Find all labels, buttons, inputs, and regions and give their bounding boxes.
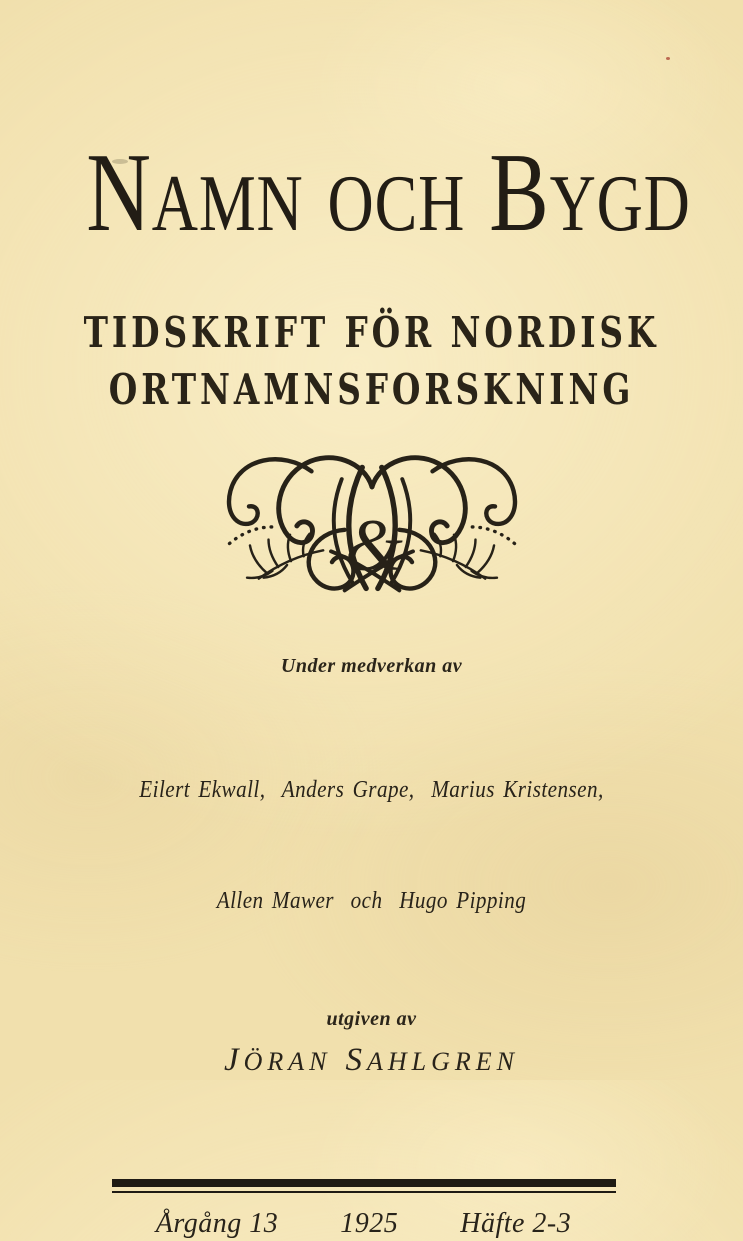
contributors-intro: Under medverkan av [280, 655, 463, 677]
nb-monogram-flourish-icon [196, 442, 548, 606]
publisher-intro: utgiven av [326, 1008, 417, 1030]
imprint-volume: Årgång 13 [155, 1208, 279, 1239]
title-word: OCH [327, 160, 466, 248]
ampersand-glyph: & [344, 504, 403, 587]
title-smallcaps: AMN [151, 160, 304, 248]
editor-first-rest: ÖRAN [243, 1047, 332, 1076]
imprint-issue: Häfte 2-3 [460, 1208, 572, 1239]
contributors-line-2: Allen Mawer och Hugo Pipping [216, 888, 527, 914]
title-word [489, 131, 691, 255]
subtitle-line-2: ORTNAMNSFORSKNING [108, 365, 635, 414]
editor-last-rest: AHLGREN [367, 1047, 520, 1076]
paper-speck [666, 57, 670, 60]
dotted-arc-right [471, 527, 514, 544]
title-word [86, 131, 304, 255]
journal-title [74, 0, 691, 282]
editor-first-initial: J [223, 1042, 244, 1078]
imprint-row [0, 1207, 735, 1241]
editor-name [0, 1040, 743, 1086]
imprint-year: 1925 [340, 1208, 399, 1239]
contributors-line-1: Eilert Ekwall, Anders Grape, Marius Kristensen, [139, 777, 604, 803]
title-smallcaps: YGD [549, 160, 691, 248]
divider-rules [112, 1179, 616, 1193]
subtitle-line-1: TIDSKRIFT FÖR NORDISK [83, 308, 660, 357]
thick-rule [112, 1179, 616, 1187]
ink-smudge [112, 159, 128, 164]
title-initial: N [86, 131, 152, 255]
contributors-list [45, 698, 699, 994]
journal-subtitle [0, 304, 743, 418]
ornament-container [0, 442, 743, 606]
thin-rule [112, 1191, 616, 1193]
dotted-arc-left [229, 527, 272, 544]
title-initial: B [489, 131, 550, 255]
editor-last-initial: S [345, 1042, 368, 1078]
